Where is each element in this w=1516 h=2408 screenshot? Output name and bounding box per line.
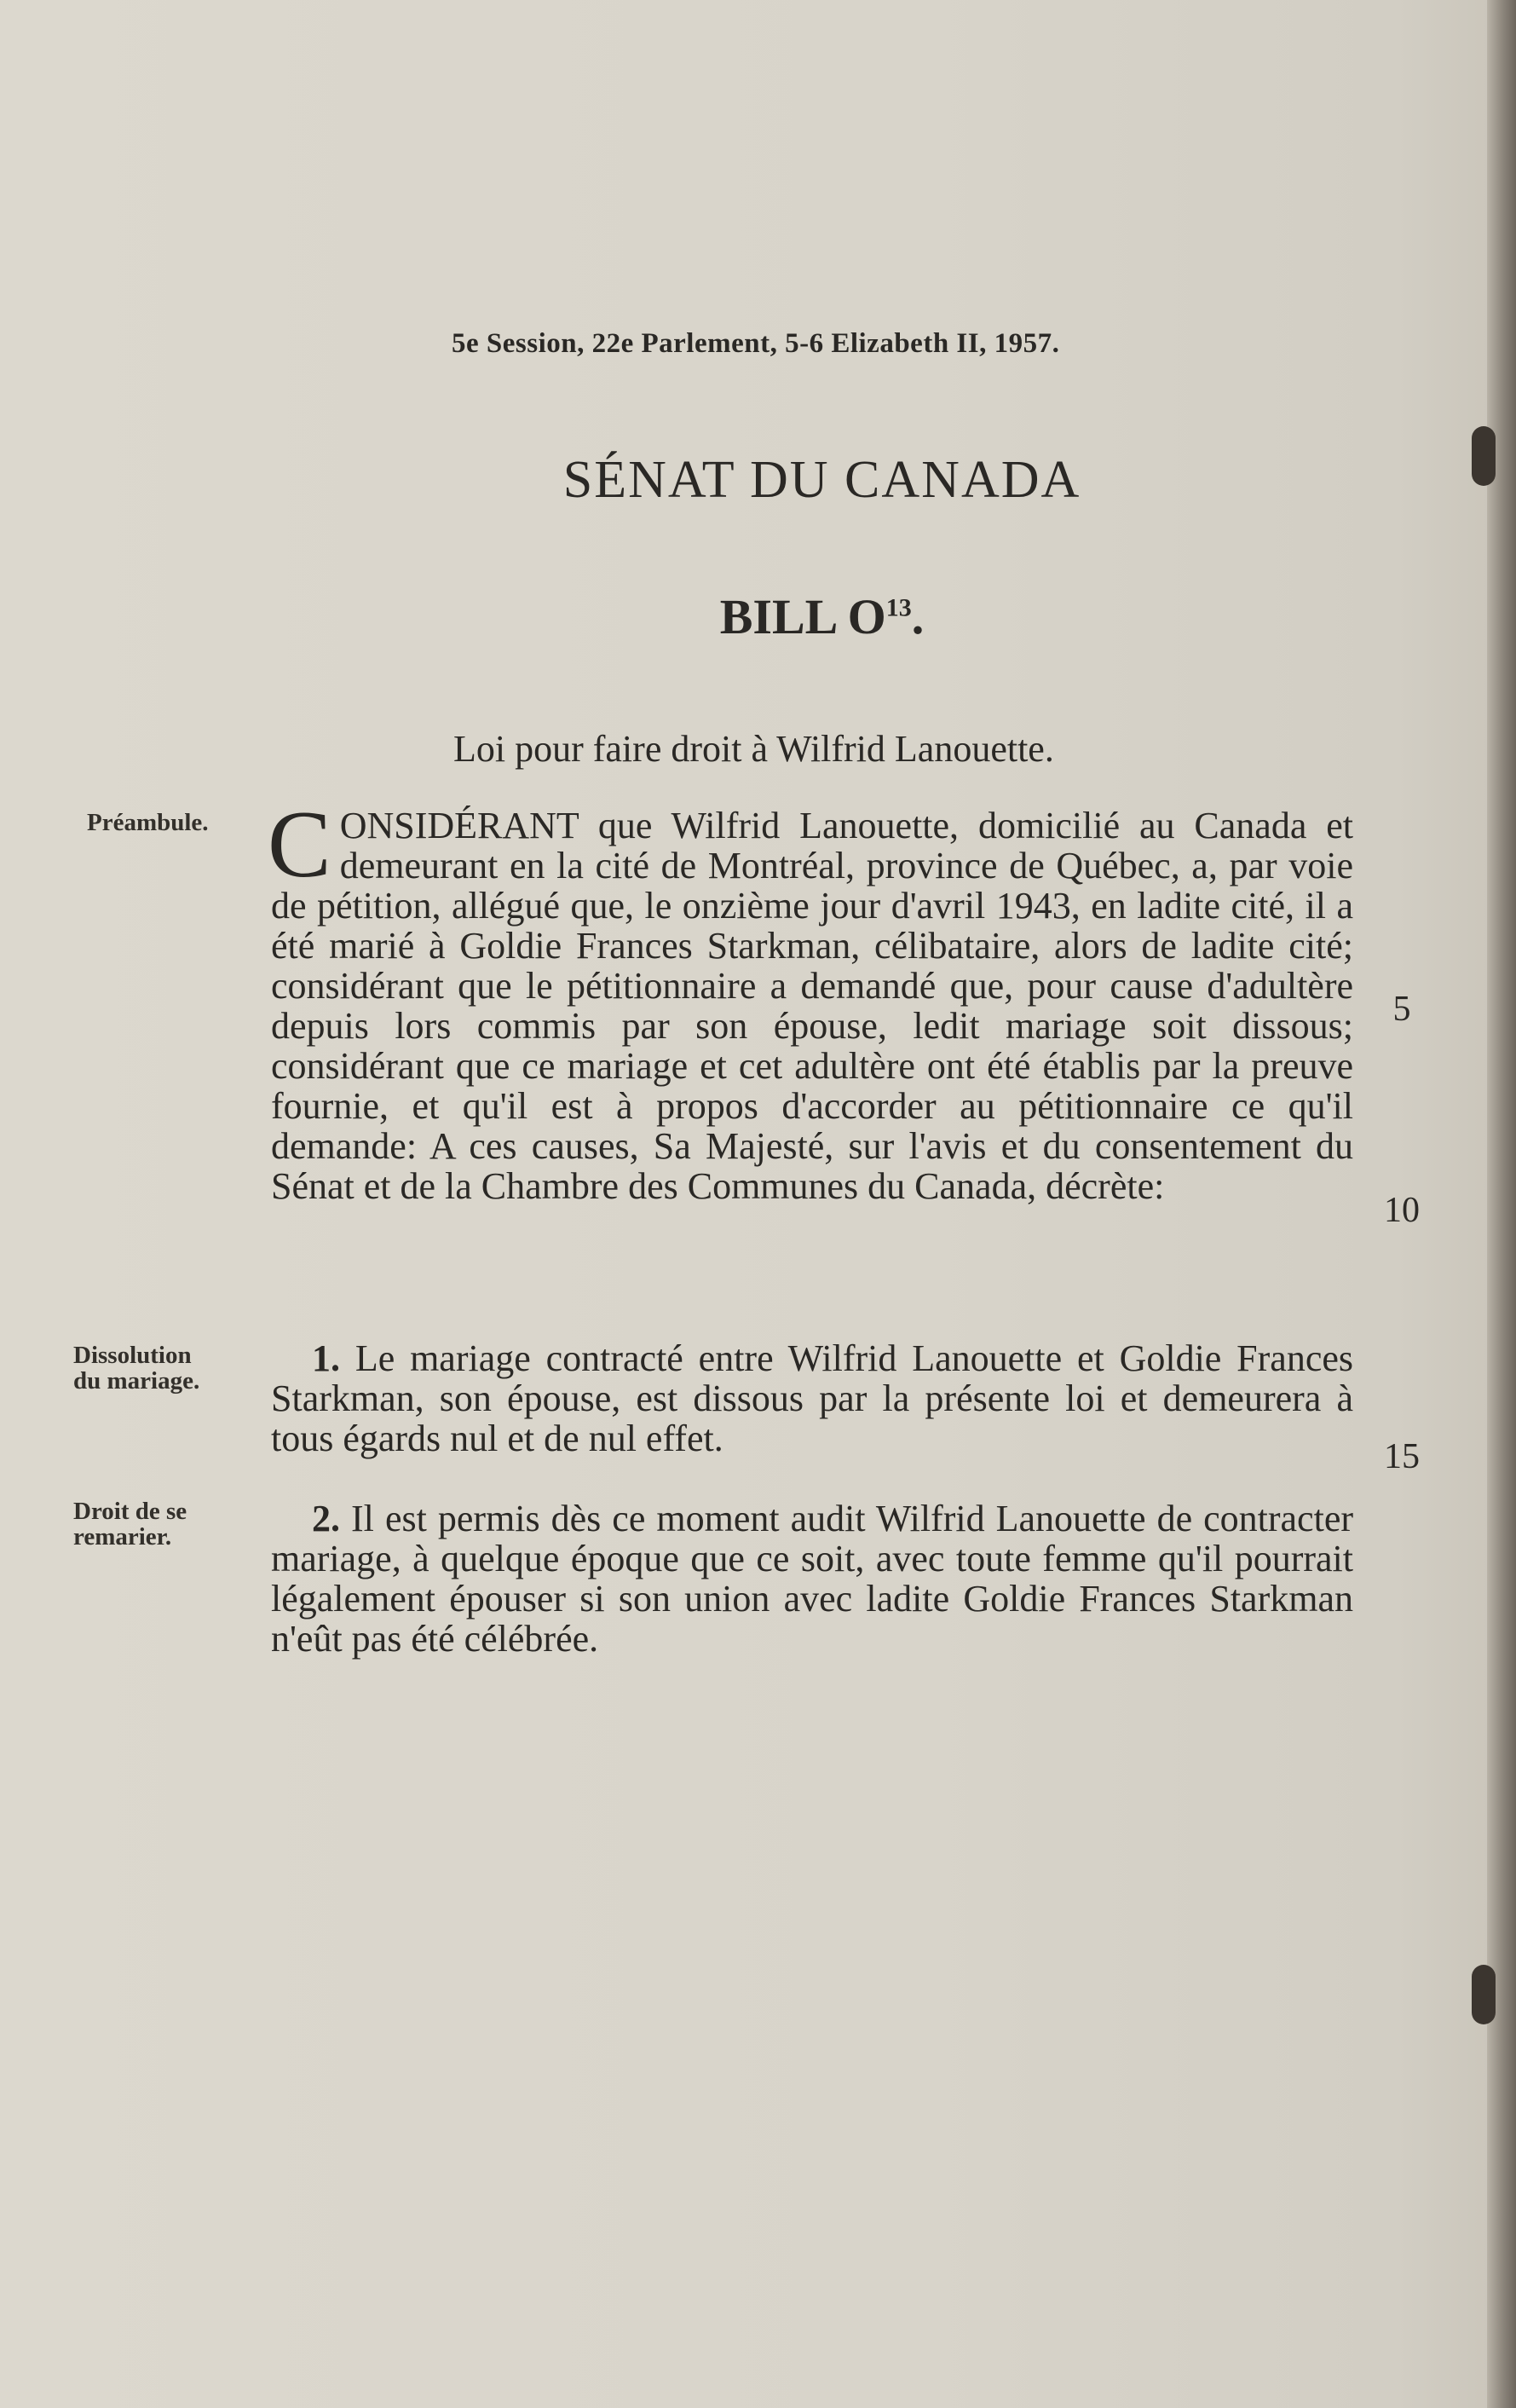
- margin-note-dissolution-line2: du mariage.: [73, 1367, 200, 1395]
- bill-suffix: .: [911, 589, 925, 644]
- margin-note-remarry-line2: remarier.: [73, 1523, 172, 1550]
- preamble-text: ONSIDÉRANT que Wilfrid Lanouette, domicilié au Canada et demeurant en la cité de Montréal, province de Québec, a, par voie de pétition, allégué que, le onzième jour d'avril 1943, en ladite cité, il a été marié à Goldie Frances Starkman, célibataire, alors de ladite cité; considérant que le pétitionnaire a demandé que, pour cause d'adultère depuis lors commis par son épouse, ledit mariage soit dissous; considérant que ce mariage et cet adultère ont été établis par la preuve fournie, et qu'il est à propos d'accorder au pétitionnaire ce qu'il demande: A ces causes, Sa Majesté, sur l'avis et du consentement du Sénat et de la Chambre des Communes du Canada, décrète:: [271, 805, 1353, 1207]
- margin-note-dissolution-line1: Dissolution: [73, 1342, 192, 1369]
- line-number-5: 5: [1392, 990, 1411, 1029]
- bill-subtitle: Loi pour faire droit à Wilfrid Lanouette.: [453, 728, 1054, 770]
- margin-note-remarry: [73, 1499, 187, 1550]
- binding-clip-bottom: [1472, 1965, 1496, 2024]
- section-2-text: Il est permis dès ce moment audit Wilfrid Lanouette de contracter mariage, à quelque époque que ce soit, avec toute femme qu'il pourrait légalement épouser si son union avec ladite Goldie Frances Starkman n'eût pas été célébrée.: [271, 1498, 1353, 1660]
- section-1-paragraph: [271, 1338, 1353, 1458]
- bill-number: [0, 588, 1516, 645]
- line-number-15: 15: [1384, 1437, 1420, 1476]
- margin-note-preamble: Préambule.: [87, 809, 209, 836]
- preamble-paragraph: [268, 792, 1353, 1207]
- document-title: SÉNAT DU CANADA: [562, 451, 1081, 509]
- bill-superscript: 13: [885, 593, 912, 622]
- section-1-number: 1.: [312, 1337, 340, 1379]
- preamble-dropcap: C: [268, 792, 331, 898]
- margin-note-remarry-line1: Droit de se: [73, 1498, 187, 1525]
- section-1-text: Le mariage contracté entre Wilfrid Lanouette et Goldie Frances Starkman, son épouse, est dissous par la présente loi et demeurera à tous égards nul et de nul effet.: [271, 1337, 1353, 1459]
- margin-note-dissolution: [73, 1343, 199, 1394]
- line-number-10: 10: [1384, 1191, 1420, 1230]
- bill-label: BILL O: [719, 589, 886, 644]
- section-2-number: 2.: [312, 1498, 340, 1539]
- binding-spine: [1487, 0, 1516, 2408]
- session-header: 5e Session, 22e Parlement, 5-6 Elizabeth II, 1957.: [452, 328, 1060, 359]
- section-2-paragraph: [271, 1499, 1353, 1659]
